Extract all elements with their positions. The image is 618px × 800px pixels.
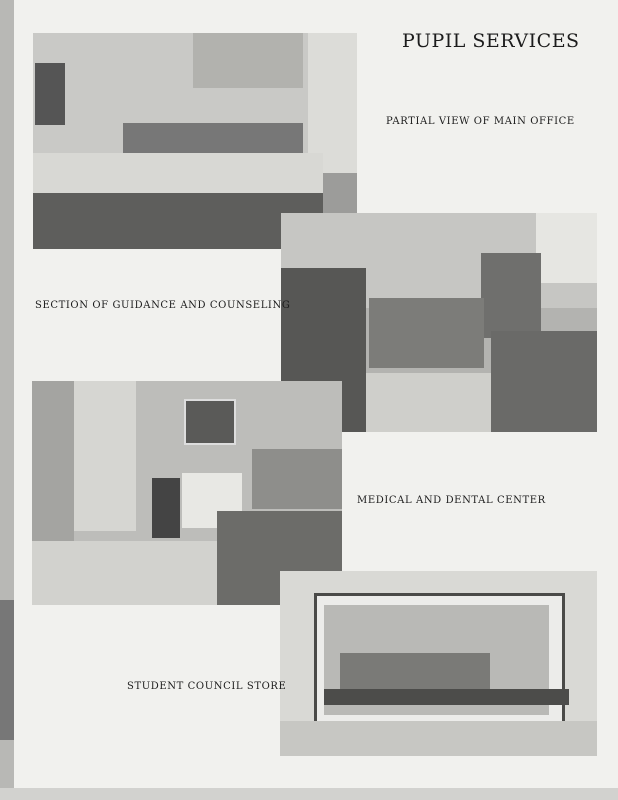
caption-guidance: SECTION OF GUIDANCE AND COUNSELING	[35, 300, 291, 311]
photo-student-store	[280, 571, 597, 756]
caption-main-office: PARTIAL VIEW OF MAIN OFFICE	[386, 116, 575, 127]
office-counter-front	[33, 193, 323, 249]
caption-store: STUDENT COUNCIL STORE	[127, 681, 287, 692]
medical-chair	[152, 478, 180, 538]
guidance-floor	[366, 373, 491, 432]
guidance-window	[536, 213, 597, 283]
page-bottom-edge	[0, 788, 618, 800]
store-counter	[324, 689, 569, 705]
guidance-desk	[369, 298, 484, 368]
office-poster	[35, 63, 65, 125]
store-brick-wall	[280, 721, 597, 756]
medical-bulletin-board	[184, 399, 236, 445]
medical-right-wall	[252, 449, 342, 509]
caption-medical: MEDICAL AND DENTAL CENTER	[357, 495, 546, 506]
office-column	[308, 33, 357, 173]
medical-floor	[32, 541, 217, 605]
office-counter-top	[33, 153, 323, 193]
office-window-blinds	[193, 33, 303, 88]
page-title: PUPIL SERVICES	[402, 30, 580, 52]
medical-cot-room	[74, 381, 136, 531]
guidance-file-cabinet	[481, 253, 541, 338]
guidance-table	[491, 331, 597, 432]
medical-doorway-frame	[32, 381, 74, 541]
